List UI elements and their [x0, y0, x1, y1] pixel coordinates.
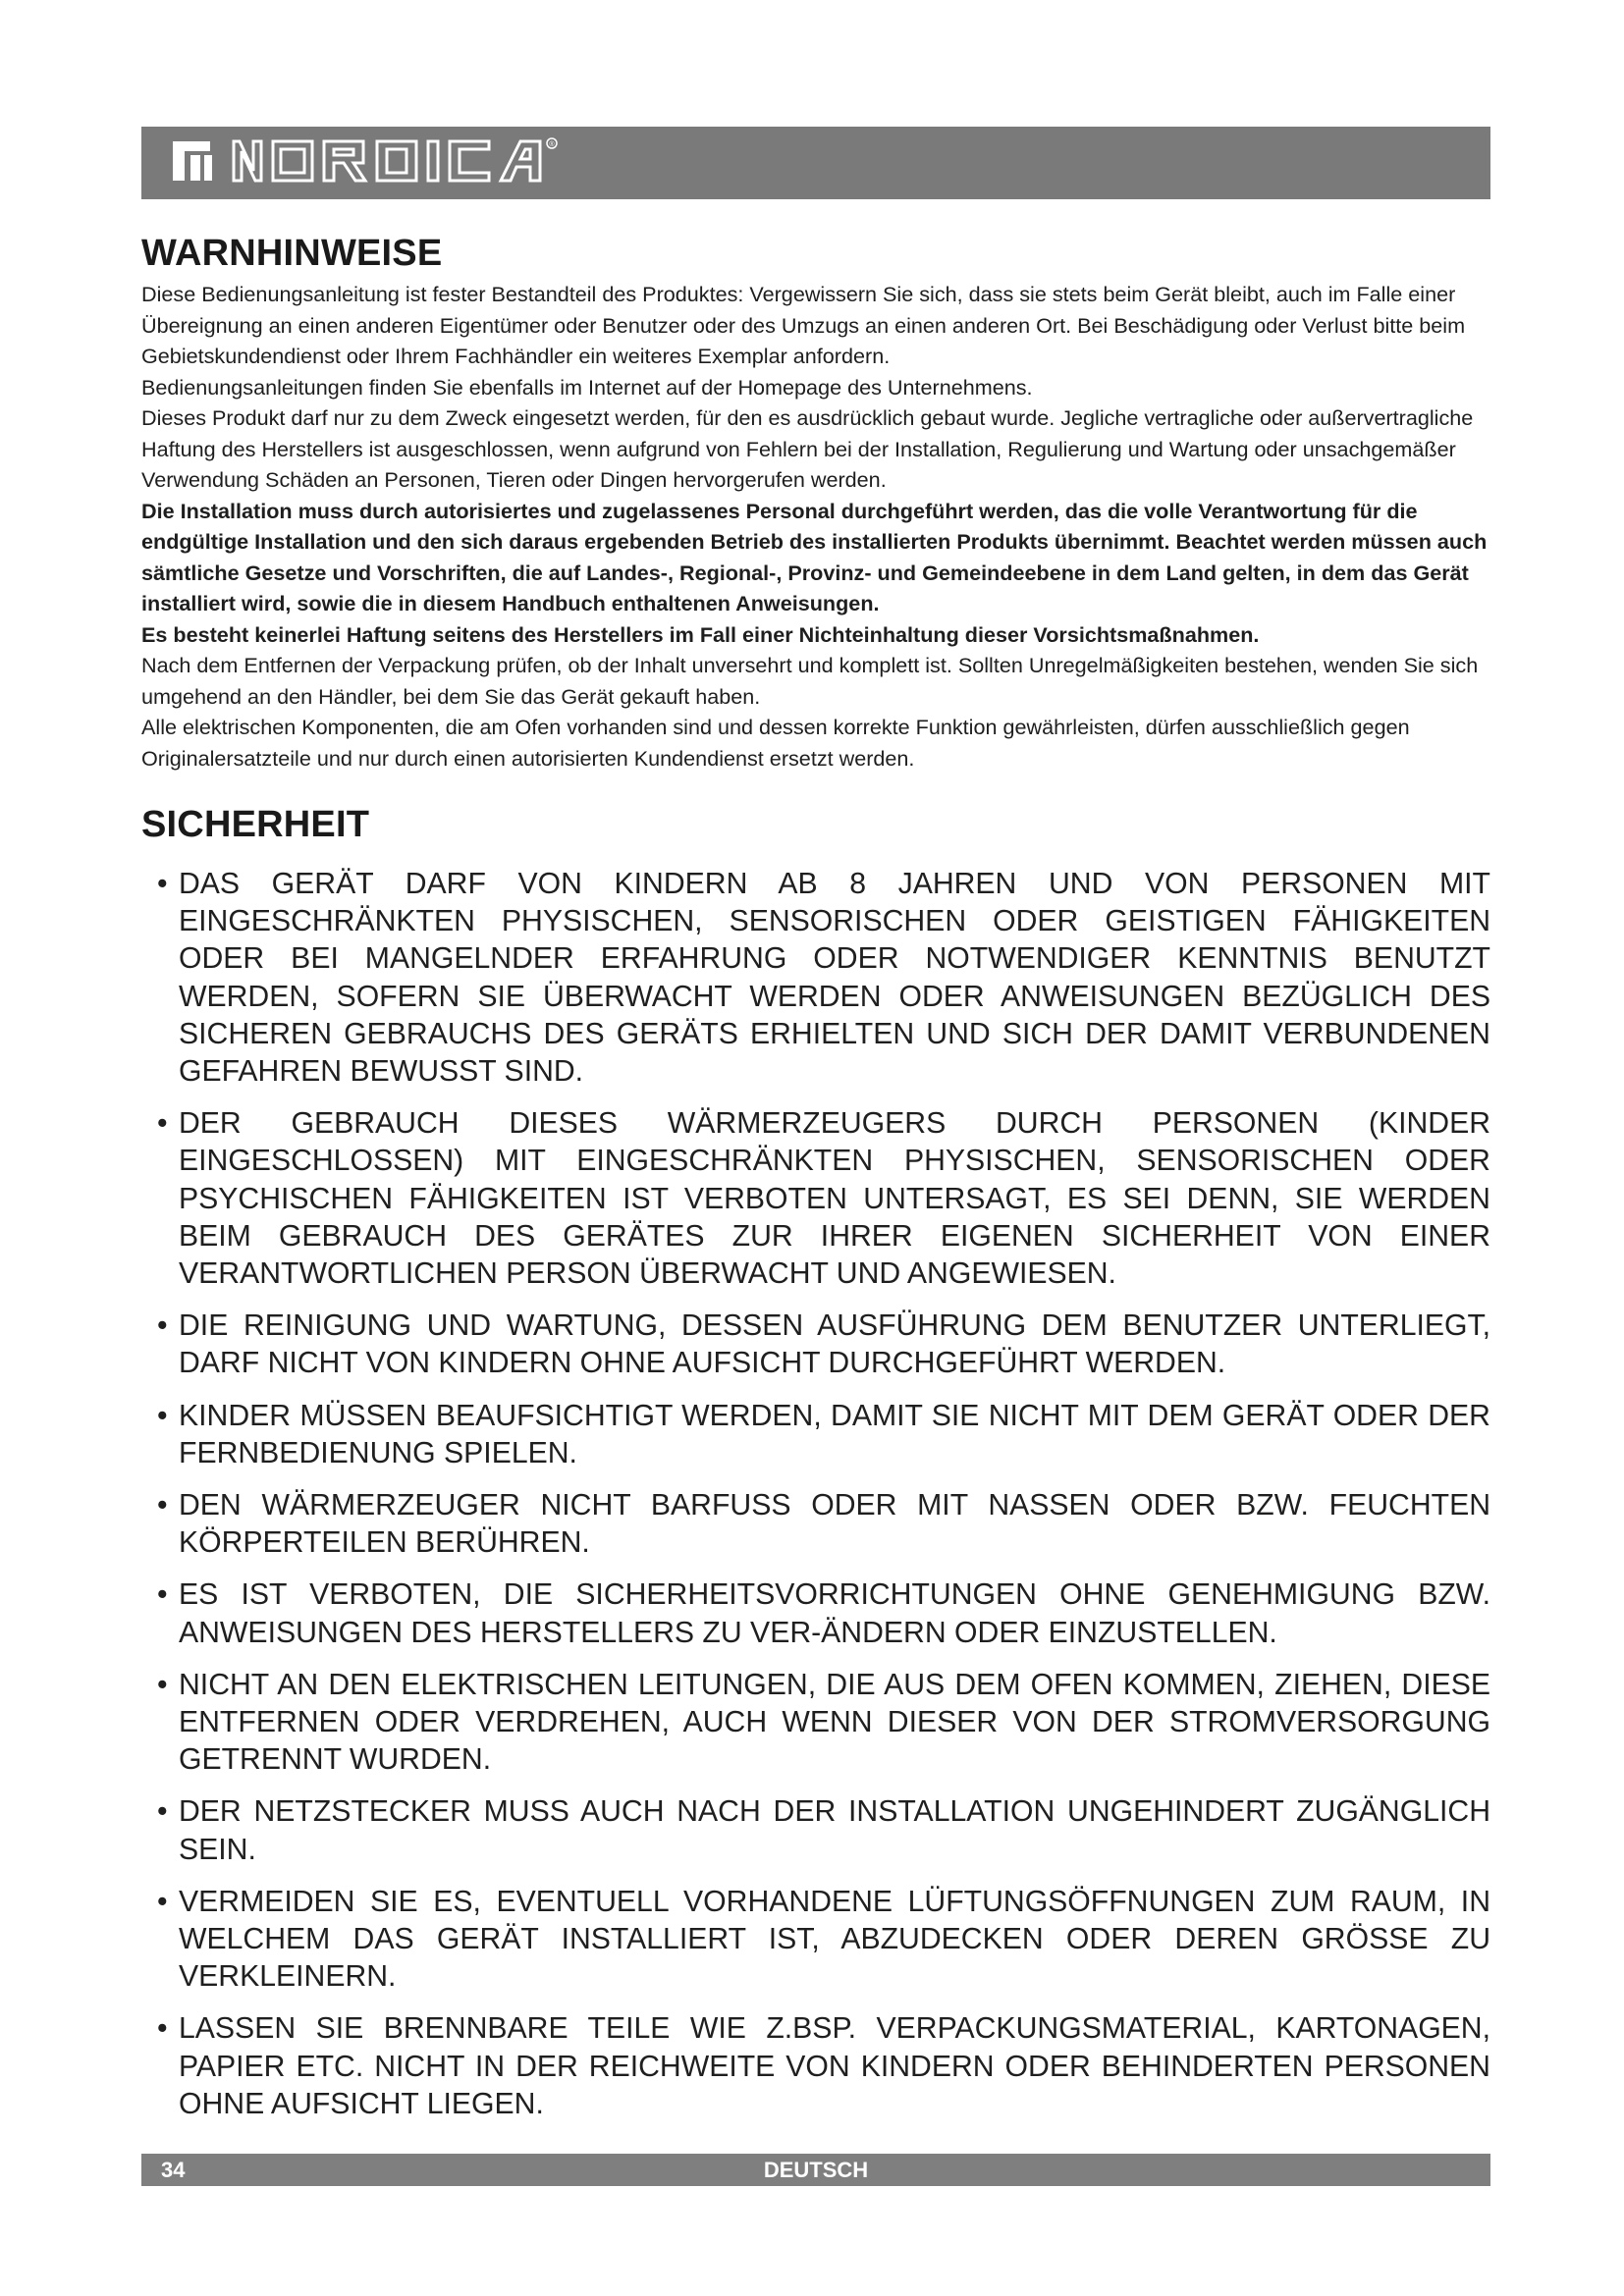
safety-item — [141, 1576, 1490, 1651]
safety-item — [141, 1793, 1490, 1868]
bullet-icon: • — [157, 1309, 168, 1343]
language-label: DEUTSCH — [763, 2158, 869, 2182]
safety-item-text: DAS GERÄT DARF VON KINDERN AB 8 JAHREN UND VON PERSONEN MIT EINGESCHRÄNKTEN PHYSISCHEN, SENSORISCHEN ODER GEISTIGEN FÄHIGKEITEN ODER BEI MANGELNDER ERFAHRUNG ODER NOTWENDIGER KENNTNIS BENUTZT WERDEN, SOFERN SIE ÜBERWACHT WERDEN ODER ANWEISUNGEN BEZÜGLICH DES SICHEREN GEBRAUCHS DES GERÄTS ERHIELTEN UND SICH DER DAMIT VERBUNDENEN GEFAHREN BEWUSST SIND. — [179, 868, 1490, 1089]
safety-item-text: NICHT AN DEN ELEKTRISCHEN LEITUNGEN, DIE AUS DEM OFEN KOMMEN, ZIEHEN, DIESE ENTFERNEN ODER VERDREHEN, AUCH WENN DIESER VON DER STROMVERSORGUNG GETRENNT WURDEN. — [179, 1668, 1490, 1777]
sicherheit-section — [141, 803, 1490, 2138]
bullet-icon: • — [157, 1885, 168, 1918]
warnhinweise-paragraph: Die Installation muss durch autorisiertes und zugelassenes Personal durchgeführt werden, das die volle Verantwortung für die endgültige Installation und den sich daraus ergebenden Betrieb des installierten Produkts übernimmt. Beachtet werden müssen auch sämtliche Gesetze und Vorschriften, die auf Landes-, Regional-, Provinz- und Gemeindeebene in dem Land gelten, in dem das Gerät installiert wird, sowie die in diesem Handbuch enthaltenen Anweisungen. — [141, 498, 1488, 615]
bullet-icon: • — [157, 1489, 168, 1522]
safety-item — [141, 1398, 1490, 1472]
safety-item — [141, 1105, 1490, 1293]
warnhinweise-paragraph: Nach dem Entfernen der Verpackung prüfen, ob der Inhalt unversehrt und komplett ist. Sollten Unregelmäßigkeiten bestehen, wenden Sie sich umgehend an den Händler, bei dem Sie das Gerät gekauft haben. — [141, 653, 1479, 709]
footer-bar — [141, 2154, 1490, 2186]
page-number: 34 — [161, 2158, 186, 2182]
bullet-icon: • — [157, 1107, 168, 1141]
safety-item-text: DER GEBRAUCH DIESES WÄRMERZEUGERS DURCH PERSONEN (KINDER EINGESCHLOSSEN) MIT EINGESCHRÄNKTEN PHYSISCHEN, SENSORISCHEN ODER PSYCHISCHEN FÄHIGKEITEN IST VERBOTEN UNTERSAGT, ES SEI DENN, SIE WERDEN BEIM GEBRAUCH DES GERÄTES ZUR IHRER EIGENEN SICHERHEIT VON EINER VERANTWORTLICHEN PERSON ÜBERWACHT UND ANGEWIESEN. — [179, 1107, 1490, 1291]
bullet-icon: • — [157, 2012, 168, 2046]
safety-item-text: LASSEN SIE BRENNBARE TEILE WIE Z.BSP. VERPACKUNGSMATERIAL, KARTONAGEN, PAPIER ETC. NICHT IN DER REICHWEITE VON KINDERN ODER BEHINDERTEN PERSONEN OHNE AUFSICHT LIEGEN. — [179, 2012, 1490, 2120]
warnhinweise-paragraph: Es besteht keinerlei Haftung seitens des Herstellers im Fall einer Nichteinhaltung dieser Vorsichtsmaßnahmen. — [141, 621, 1260, 647]
safety-item-text: DIE REINIGUNG UND WARTUNG, DESSEN AUSFÜHRUNG DEM BENUTZER UNTERLIEGT, DARF NICHT VON KINDERN OHNE AUFSICHT DURCHGEFÜHRT WERDEN. — [179, 1309, 1490, 1380]
bullet-icon: • — [157, 1578, 168, 1612]
warnhinweise-paragraph: Alle elektrischen Komponenten, die am Ofen vorhanden sind und dessen korrekte Funktion gewährleisten, dürfen ausschließlich gegen Originalersatzteile und nur durch einen autorisierten Kundendienst ersetzt werden. — [141, 715, 1410, 771]
bullet-icon: • — [157, 1668, 168, 1701]
brand-logo — [171, 135, 583, 190]
safety-item — [141, 2010, 1490, 2123]
bullet-icon: • — [157, 1399, 168, 1432]
safety-item — [141, 1667, 1490, 1780]
safety-list — [141, 866, 1490, 2123]
safety-item-text: KINDER MÜSSEN BEAUFSICHTIGT WERDEN, DAMIT SIE NICHT MIT DEM GERÄT ODER DER FERNBEDIENUNG SPIELEN. — [179, 1399, 1490, 1469]
bullet-icon: • — [157, 1795, 168, 1829]
warnhinweise-paragraph: Bedienungsanleitungen finden Sie ebenfalls im Internet auf der Homepage des Unternehmens. — [141, 374, 1033, 400]
nordica-logo-icon — [171, 135, 583, 190]
bullet-icon: • — [157, 868, 168, 900]
safety-item — [141, 1308, 1490, 1382]
safety-item — [141, 866, 1490, 1091]
safety-item — [141, 1884, 1490, 1997]
header-bar — [141, 127, 1490, 199]
safety-item — [141, 1487, 1490, 1562]
registered-mark: ® — [549, 141, 555, 148]
warnhinweise-paragraph: Diese Bedienungsanleitung ist fester Bestandteil des Produktes: Vergewissern Sie sich, dass sie stets beim Gerät bleibt, auch im Falle einer Übereignung an einen anderen Eigentümer oder Benutzer oder des Umzugs an einen anderen Ort. Bei Beschädigung oder Verlust bitte beim Gebietskundendienst oder Ihrem Fachhändler ein weiteres Exemplar anfordern. — [141, 282, 1466, 368]
safety-item-text: DER NETZSTECKER MUSS AUCH NACH DER INSTALLATION UNGEHINDERT ZUGÄNGLICH SEIN. — [179, 1795, 1490, 1866]
safety-item-text: DEN WÄRMERZEUGER NICHT BARFUSS ODER MIT NASSEN ODER BZW. FEUCHTEN KÖRPERTEILEN BERÜHREN. — [179, 1489, 1490, 1560]
safety-item-text: VERMEIDEN SIE ES, EVENTUELL VORHANDENE LÜFTUNGSÖFFNUNGEN ZUM RAUM, IN WELCHEM DAS GERÄT INSTALLIERT IST, ABZUDECKEN ODER DEREN GRÖSSE ZU VERKLEINERN. — [179, 1885, 1490, 1994]
warnhinweise-paragraph: Dieses Produkt darf nur zu dem Zweck eingesetzt werden, für den es ausdrücklich gebaut wurde. Jegliche vertragliche oder außervertragliche Haftung des Herstellers ist ausgeschlossen, wenn aufgrund von Fehlern bei der Installation, Regulierung und Wartung oder unsachgemäßer Verwendung Schäden an Personen, Tieren oder Dingen hervorgerufen werden. — [141, 405, 1474, 492]
safety-item-text: ES IST VERBOTEN, DIE SICHERHEITSVORRICHTUNGEN OHNE GENEHMIGUNG BZW. ANWEISUNGEN DES HERSTELLERS ZU VER-ÄNDERN ODER EINZUSTELLEN. — [179, 1578, 1490, 1649]
warnhinweise-section — [141, 232, 1490, 774]
sicherheit-title: SICHERHEIT — [141, 804, 370, 845]
warnhinweise-title: WARNHINWEISE — [141, 233, 443, 274]
warnhinweise-body — [141, 279, 1490, 774]
